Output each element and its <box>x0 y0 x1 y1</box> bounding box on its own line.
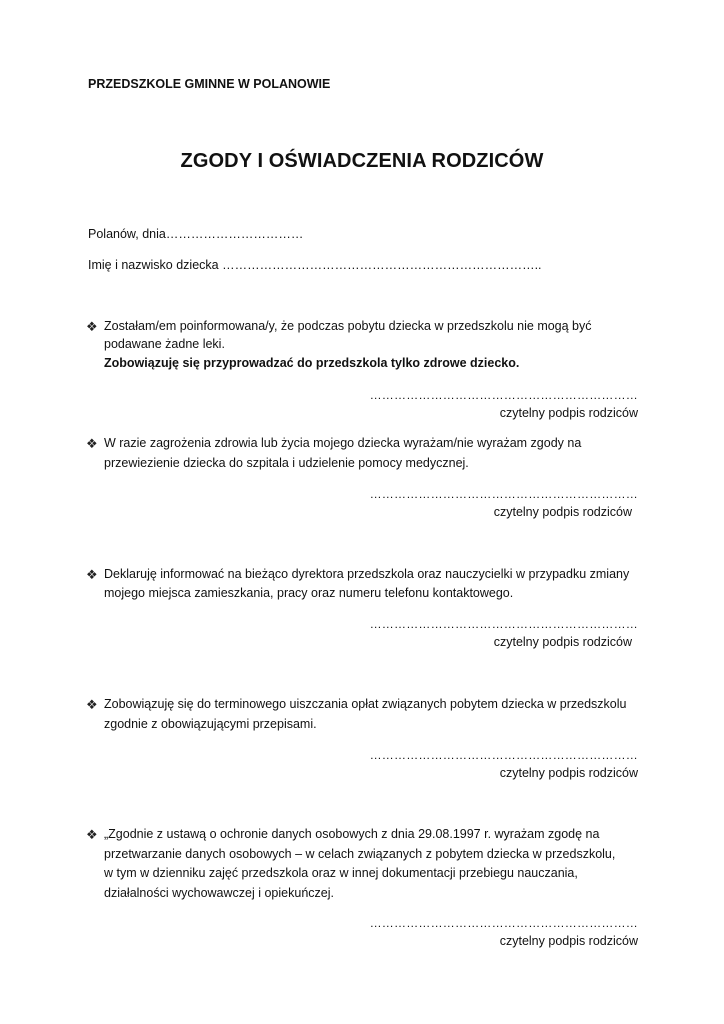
diamond-bullet-icon: ❖ <box>86 567 98 582</box>
statement-line: Deklaruję informować na bieżąco dyrektora przedszkola oraz nauczycielki w przypadku zmiany <box>104 567 630 581</box>
statement-bold-line: Zobowiązuję się przyprowadzać do przedszkola tylko zdrowe dziecko. <box>104 356 520 370</box>
signature-line: ………………………………………………………… <box>369 916 638 930</box>
signature-line: ………………………………………………………… <box>369 617 638 631</box>
statement-line: W razie zagrożenia zdrowia lub życia mojego dziecka wyrażam/nie wyrażam zgody na <box>104 436 582 450</box>
statement-line: działalności wychowawczej i opiekuńczej. <box>104 886 334 900</box>
diamond-bullet-icon: ❖ <box>86 827 98 842</box>
school-name-header: PRZEDSZKOLE GMINNE W POLANOWIE <box>88 77 331 91</box>
statement-line: przewiezienie dziecka do szpitala i udzielenie pomocy medycznej. <box>104 456 469 470</box>
statement-line: „Zgodnie z ustawą o ochronie danych osobowych z dnia 29.08.1997 r. wyrażam zgodę na <box>104 827 600 841</box>
signature-label: czytelny podpis rodziców <box>499 766 638 780</box>
date-field: Polanów, dnia…………………………… <box>88 227 304 241</box>
statement-line: zgodnie z obowiązującymi przepisami. <box>104 717 317 731</box>
statement-line: podawane żadne leki. <box>104 337 225 351</box>
signature-label: czytelny podpis rodziców <box>493 635 632 649</box>
diamond-bullet-icon: ❖ <box>86 697 98 712</box>
signature-line: ………………………………………………………… <box>369 748 638 762</box>
signature-label: czytelny podpis rodziców <box>499 406 638 420</box>
diamond-bullet-icon: ❖ <box>86 436 98 451</box>
statement-line: mojego miejsca zamieszkania, pracy oraz numeru telefonu kontaktowego. <box>104 586 514 600</box>
diamond-bullet-icon: ❖ <box>86 319 98 334</box>
statement-line: w tym w dzienniku zajęć przedszkola oraz w innej dokumentacji przebiegu nauczania, <box>104 866 578 880</box>
child-name-field: Imię i nazwisko dziecka ………………………………………………………………….. <box>88 258 542 272</box>
signature-label: czytelny podpis rodziców <box>499 934 638 948</box>
document-title: ZGODY I OŚWIADCZENIA RODZICÓW <box>180 150 544 172</box>
statement-line: Zostałam/em poinformowana/y, że podczas pobytu dziecka w przedszkolu nie mogą być <box>104 319 592 333</box>
statement-line: przetwarzanie danych osobowych – w celach związanych z pobytem dziecka w przedszkolu, <box>104 847 616 861</box>
signature-label: czytelny podpis rodziców <box>493 505 632 519</box>
statement-line: Zobowiązuję się do terminowego uiszczania opłat związanych pobytem dziecka w przedszkolu <box>104 697 627 711</box>
signature-line: ………………………………………………………… <box>369 487 638 501</box>
signature-line: ………………………………………………………… <box>369 388 638 402</box>
